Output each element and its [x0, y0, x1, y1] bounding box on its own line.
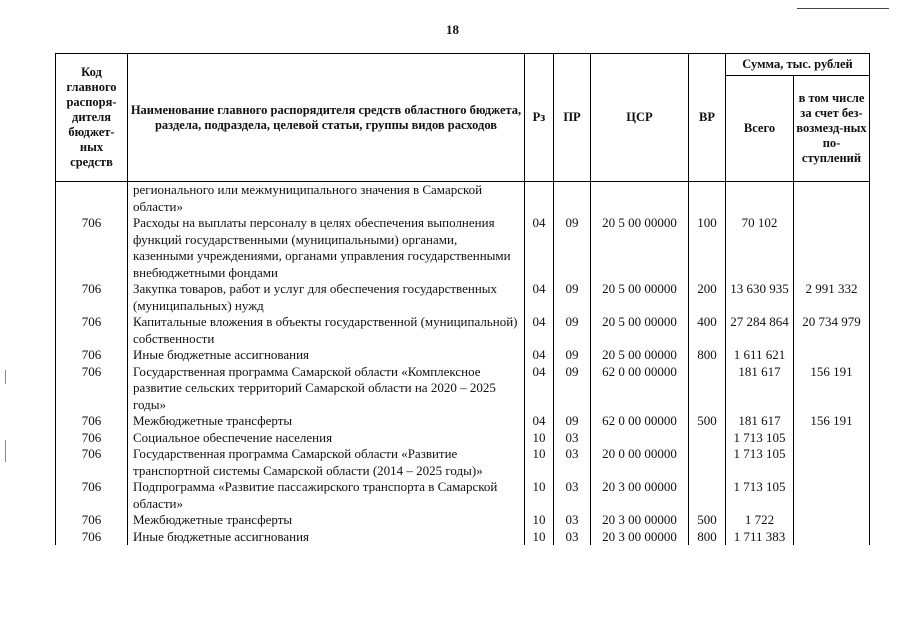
row-vr: 500: [689, 413, 726, 430]
row-code: 706: [56, 413, 128, 430]
row-total: 13 630 935: [726, 281, 794, 314]
table-row: [56, 413, 870, 430]
row-code: 706: [56, 430, 128, 447]
row-rz: 04: [525, 413, 554, 430]
row-incl: [794, 347, 870, 364]
row-name: Социальное обеспечение населения: [128, 430, 525, 447]
row-rz: 04: [525, 281, 554, 314]
row-vr: [689, 364, 726, 414]
row-total: 1 711 383: [726, 529, 794, 546]
row-pr: 03: [554, 430, 591, 447]
table-row: [56, 215, 870, 281]
row-name: Государственная программа Самарской области «Комплексное развитие сельских территорий Самарской области на 2020 – 2025 годы»: [128, 364, 525, 414]
row-total: 1 611 621: [726, 347, 794, 364]
row-csr: 62 0 00 00000: [591, 364, 689, 414]
row-code: [56, 182, 128, 216]
page-number: 18: [446, 22, 459, 37]
row-total: 27 284 864: [726, 314, 794, 347]
row-code: 706: [56, 281, 128, 314]
table-row: [56, 512, 870, 529]
row-vr: 800: [689, 347, 726, 364]
table-row: [56, 347, 870, 364]
row-incl: [794, 430, 870, 447]
row-pr: 03: [554, 446, 591, 479]
row-total: 1 713 105: [726, 479, 794, 512]
row-incl: [794, 446, 870, 479]
row-incl: 156 191: [794, 413, 870, 430]
row-vr: 400: [689, 314, 726, 347]
row-rz: 10: [525, 529, 554, 546]
row-incl: [794, 215, 870, 281]
header-csr: ЦСР: [591, 54, 689, 182]
row-csr: [591, 430, 689, 447]
row-code: 706: [56, 314, 128, 347]
row-rz: [525, 182, 554, 216]
row-vr: [689, 430, 726, 447]
row-vr: [689, 182, 726, 216]
row-incl: 156 191: [794, 364, 870, 414]
row-pr: 03: [554, 479, 591, 512]
row-incl: [794, 529, 870, 546]
row-pr: 09: [554, 215, 591, 281]
header-name: Наименование главного распорядителя средств областного бюджета, раздела, подраздела, целевой статьи, группы видов расходов: [128, 54, 525, 182]
row-incl: 20 734 979: [794, 314, 870, 347]
row-pr: 03: [554, 512, 591, 529]
table-row: [56, 364, 870, 414]
row-name: Расходы на выплаты персоналу в целях обеспечения выполнения функций государственными (муниципальными) органами, казенными учреждениями, органами управления государственными внебюджетными фондами: [128, 215, 525, 281]
table-row: [56, 430, 870, 447]
row-csr: 20 3 00 00000: [591, 512, 689, 529]
row-vr: 800: [689, 529, 726, 546]
row-incl: [794, 512, 870, 529]
table-row: [56, 182, 870, 216]
row-name: Иные бюджетные ассигнования: [128, 529, 525, 546]
row-incl: [794, 182, 870, 216]
row-vr: 200: [689, 281, 726, 314]
header-total: Всего: [726, 76, 794, 182]
row-vr: 100: [689, 215, 726, 281]
row-rz: 10: [525, 479, 554, 512]
row-name: Государственная программа Самарской области «Развитие транспортной системы Самарской области (2014 – 2025 годы)»: [128, 446, 525, 479]
row-pr: [554, 182, 591, 216]
row-code: 706: [56, 529, 128, 546]
row-rz: 04: [525, 215, 554, 281]
table-row: [56, 281, 870, 314]
scan-artifact: [5, 440, 6, 462]
row-name: Капитальные вложения в объекты государственной (муниципальной) собственности: [128, 314, 525, 347]
header-rz: Рз: [525, 54, 554, 182]
row-csr: 20 3 00 00000: [591, 479, 689, 512]
row-pr: 03: [554, 529, 591, 546]
row-total: 1 713 105: [726, 430, 794, 447]
row-csr: 20 5 00 00000: [591, 215, 689, 281]
row-code: 706: [56, 512, 128, 529]
row-csr: [591, 182, 689, 216]
header-sum-group: Сумма, тыс. рублей: [726, 54, 870, 76]
row-pr: 09: [554, 314, 591, 347]
row-code: 706: [56, 215, 128, 281]
header-incl: в том числе за счет без-возмезд-ных по-ступлений: [794, 76, 870, 182]
row-rz: 10: [525, 430, 554, 447]
row-incl: [794, 479, 870, 512]
row-vr: [689, 446, 726, 479]
row-pr: 09: [554, 347, 591, 364]
row-pr: 09: [554, 364, 591, 414]
row-rz: 04: [525, 364, 554, 414]
row-pr: 09: [554, 281, 591, 314]
table-row: [56, 314, 870, 347]
scan-artifact: [5, 370, 6, 384]
table-row: [56, 529, 870, 546]
row-incl: 2 991 332: [794, 281, 870, 314]
row-total: 70 102: [726, 215, 794, 281]
table-row: [56, 479, 870, 512]
row-name: регионального или межмуниципального значения в Самарской области»: [128, 182, 525, 216]
header-vr: ВР: [689, 54, 726, 182]
header-code: Код главного распоря-дителя бюджет-ных средств: [56, 54, 128, 182]
row-csr: 20 5 00 00000: [591, 281, 689, 314]
row-code: 706: [56, 446, 128, 479]
row-vr: 500: [689, 512, 726, 529]
row-name: Межбюджетные трансферты: [128, 413, 525, 430]
row-total: 1 713 105: [726, 446, 794, 479]
row-name: Иные бюджетные ассигнования: [128, 347, 525, 364]
row-rz: 10: [525, 512, 554, 529]
row-name: Закупка товаров, работ и услуг для обеспечения государственных (муниципальных) нужд: [128, 281, 525, 314]
row-total: 181 617: [726, 413, 794, 430]
row-code: 706: [56, 364, 128, 414]
row-total: [726, 182, 794, 216]
row-name: Межбюджетные трансферты: [128, 512, 525, 529]
row-total: 181 617: [726, 364, 794, 414]
row-rz: 04: [525, 314, 554, 347]
row-vr: [689, 479, 726, 512]
table-row: [56, 446, 870, 479]
row-total: 1 722: [726, 512, 794, 529]
row-name: Подпрограмма «Развитие пассажирского транспорта в Самарской области»: [128, 479, 525, 512]
row-csr: 20 3 00 00000: [591, 529, 689, 546]
row-csr: 20 0 00 00000: [591, 446, 689, 479]
top-right-rule: [797, 8, 889, 9]
row-csr: 20 5 00 00000: [591, 314, 689, 347]
row-csr: 20 5 00 00000: [591, 347, 689, 364]
row-code: 706: [56, 347, 128, 364]
row-code: 706: [56, 479, 128, 512]
header-pr: ПР: [554, 54, 591, 182]
row-pr: 09: [554, 413, 591, 430]
row-csr: 62 0 00 00000: [591, 413, 689, 430]
budget-table: [55, 53, 870, 545]
row-rz: 04: [525, 347, 554, 364]
row-rz: 10: [525, 446, 554, 479]
